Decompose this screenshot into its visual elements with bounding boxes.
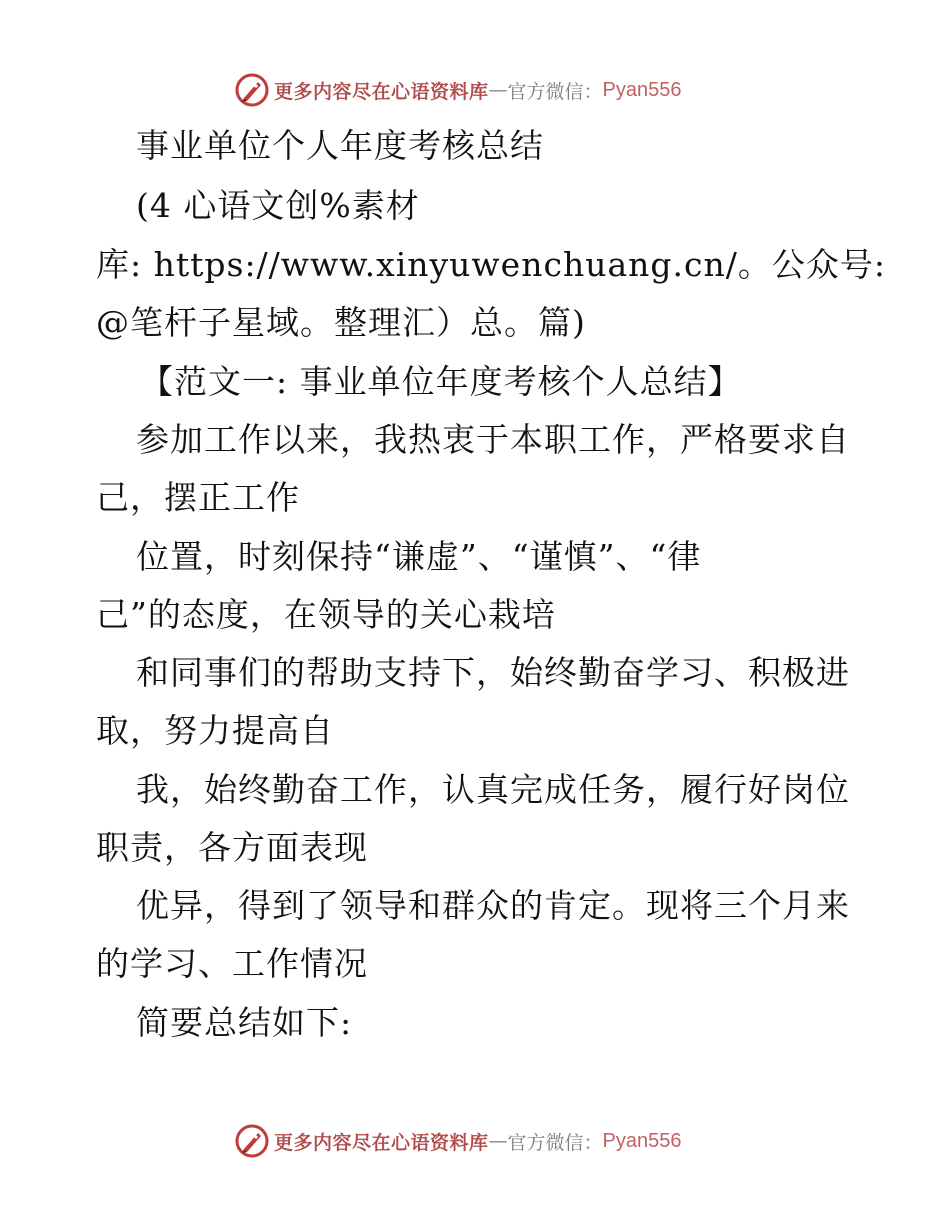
header-banner bbox=[0, 70, 950, 110]
banner-wechat-id: Pyan556 bbox=[602, 1129, 682, 1152]
banner-site-text: 更多内容尽在心语资料库 bbox=[274, 80, 489, 103]
paragraph-line: 和同事们的帮助支持下，始终勤奋学习、积极进 bbox=[136, 653, 850, 692]
subtitle-line-3: @笔杆子星域。整理汇）总。篇) bbox=[96, 303, 586, 342]
paragraph-line: 的学习、工作情况 bbox=[96, 944, 368, 983]
subtitle-line-1: (4 心语文创%素材 bbox=[136, 186, 420, 225]
paragraph-line: 位置，时刻保持“谦虚”、“谨慎”、“律 bbox=[136, 537, 702, 576]
banner-site-text: 更多内容尽在心语资料库 bbox=[274, 1131, 489, 1154]
paragraph-line: 我，始终勤奋工作，认真完成任务，履行好岗位 bbox=[136, 770, 850, 809]
banner-dash: — bbox=[488, 79, 508, 101]
banner-content bbox=[234, 1121, 682, 1161]
banner-wechat-id: Pyan556 bbox=[602, 78, 682, 101]
paragraph-line: 简要总结如下: bbox=[136, 1003, 353, 1042]
paragraph-line: 取，努力提高自 bbox=[96, 711, 334, 750]
pen-nib-logo-icon bbox=[234, 72, 270, 108]
paragraph-line: 职责，各方面表现 bbox=[96, 828, 368, 867]
section-heading: 【范文一: 事业单位年度考核个人总结】 bbox=[140, 362, 742, 401]
banner-wechat-label: 官方微信： bbox=[507, 1131, 603, 1154]
subtitle-line-2: 库: https://www.xinyuwenchuang.cn/。公众号: bbox=[96, 245, 886, 284]
banner-wechat-label: 官方微信： bbox=[507, 80, 603, 103]
paragraph-line: 己”的态度，在领导的关心栽培 bbox=[96, 595, 556, 634]
paragraph-line: 优异，得到了领导和群众的肯定。现将三个月来 bbox=[136, 886, 850, 925]
paragraph-line: 己，摆正工作 bbox=[96, 478, 300, 517]
banner-content bbox=[234, 70, 682, 110]
footer-banner bbox=[0, 1121, 950, 1161]
paragraph-line: 参加工作以来，我热衷于本职工作，严格要求自 bbox=[136, 420, 850, 459]
pen-nib-logo-icon bbox=[234, 1123, 270, 1159]
banner-dash: — bbox=[488, 1130, 508, 1152]
document-title: 事业单位个人年度考核总结 bbox=[136, 126, 544, 165]
